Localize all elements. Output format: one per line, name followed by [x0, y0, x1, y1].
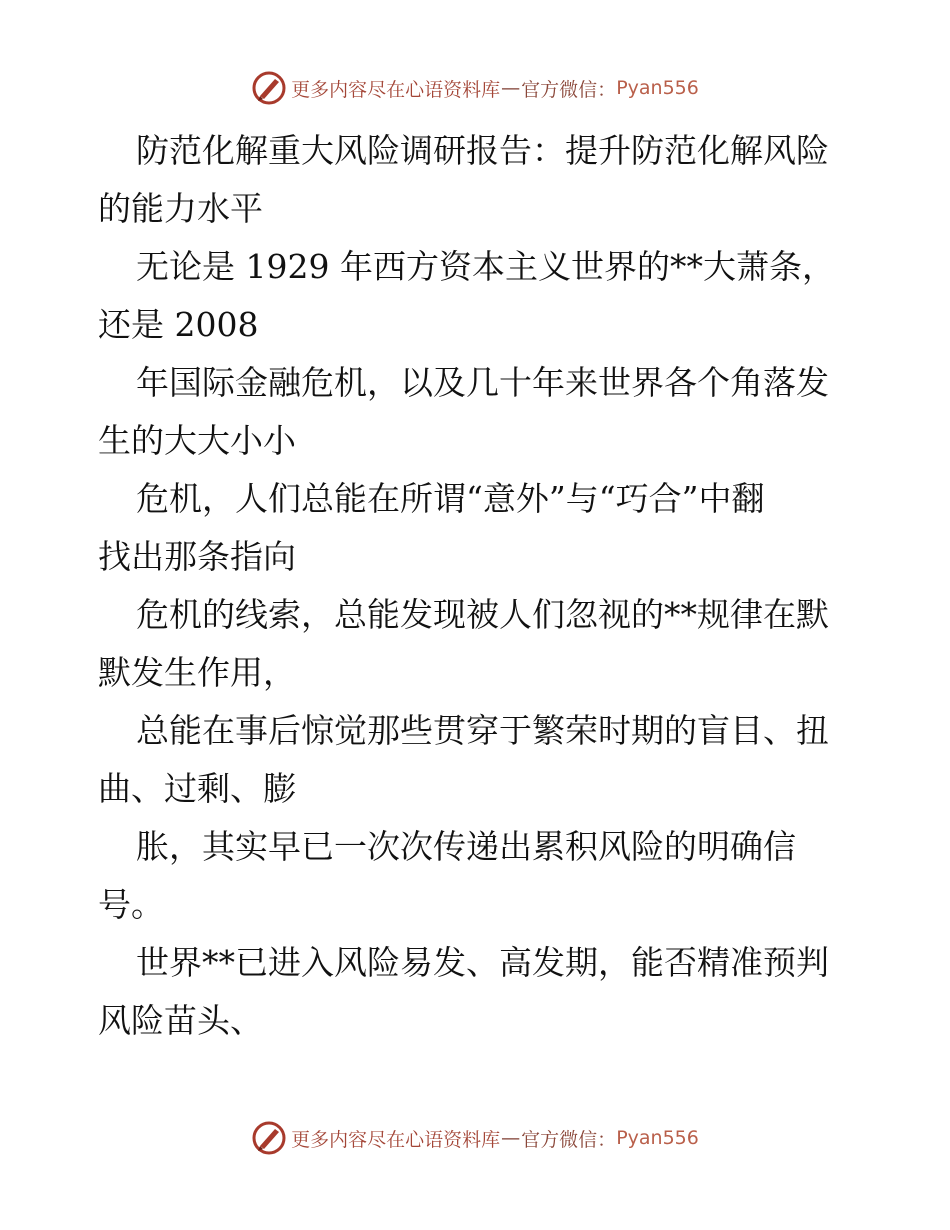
banner-text: 更多内容尽在心语资料库	[291, 78, 501, 101]
text-line: 防范化解重大风险调研报告：提升防范化解风险	[136, 131, 829, 170]
text-line: 号。	[98, 885, 164, 924]
banner-wechat-id: Pyan556	[616, 1127, 699, 1149]
text-line: 默发生作用，	[98, 653, 296, 692]
header-banner	[0, 68, 950, 108]
text-line: 生的大大小小	[98, 421, 296, 460]
text-line: 世界**已进入风险易发、高发期，能否精准预判	[136, 943, 829, 982]
banner-dash: —	[501, 1127, 521, 1149]
footer-banner	[0, 1118, 950, 1158]
banner-text: 更多内容尽在心语资料库	[291, 1128, 501, 1151]
text-line: 总能在事后惊觉那些贯穿于繁荣时期的盲目、扭	[136, 711, 829, 750]
text-line: 的能力水平	[98, 189, 263, 228]
text-line: 找出那条指向	[98, 537, 296, 576]
banner-wechat-id: Pyan556	[616, 77, 699, 99]
banner-wechat-label: 官方微信：	[521, 78, 617, 101]
banner-dash: —	[501, 77, 521, 99]
text-line: 危机，人们总能在所谓“意外”与“巧合”中翻	[136, 479, 765, 518]
text-line: 年国际金融危机，以及几十年来世界各个角落发	[136, 363, 829, 402]
text-line: 还是 2008	[98, 305, 259, 344]
text-line: 危机的线索，总能发现被人们忽视的**规律在默	[136, 595, 829, 634]
pen-logo-icon	[251, 1120, 287, 1156]
text-line: 曲、过剩、膨	[98, 769, 296, 808]
text-line: 风险苗头、	[98, 1001, 263, 1040]
pen-logo-icon	[251, 70, 287, 106]
text-line: 胀，其实早已一次次传递出累积风险的明确信	[136, 827, 796, 866]
banner-wechat-label: 官方微信：	[521, 1128, 617, 1151]
document-body	[98, 122, 858, 1050]
text-line: 无论是 1929 年西方资本主义世界的**大萧条，	[136, 247, 835, 286]
